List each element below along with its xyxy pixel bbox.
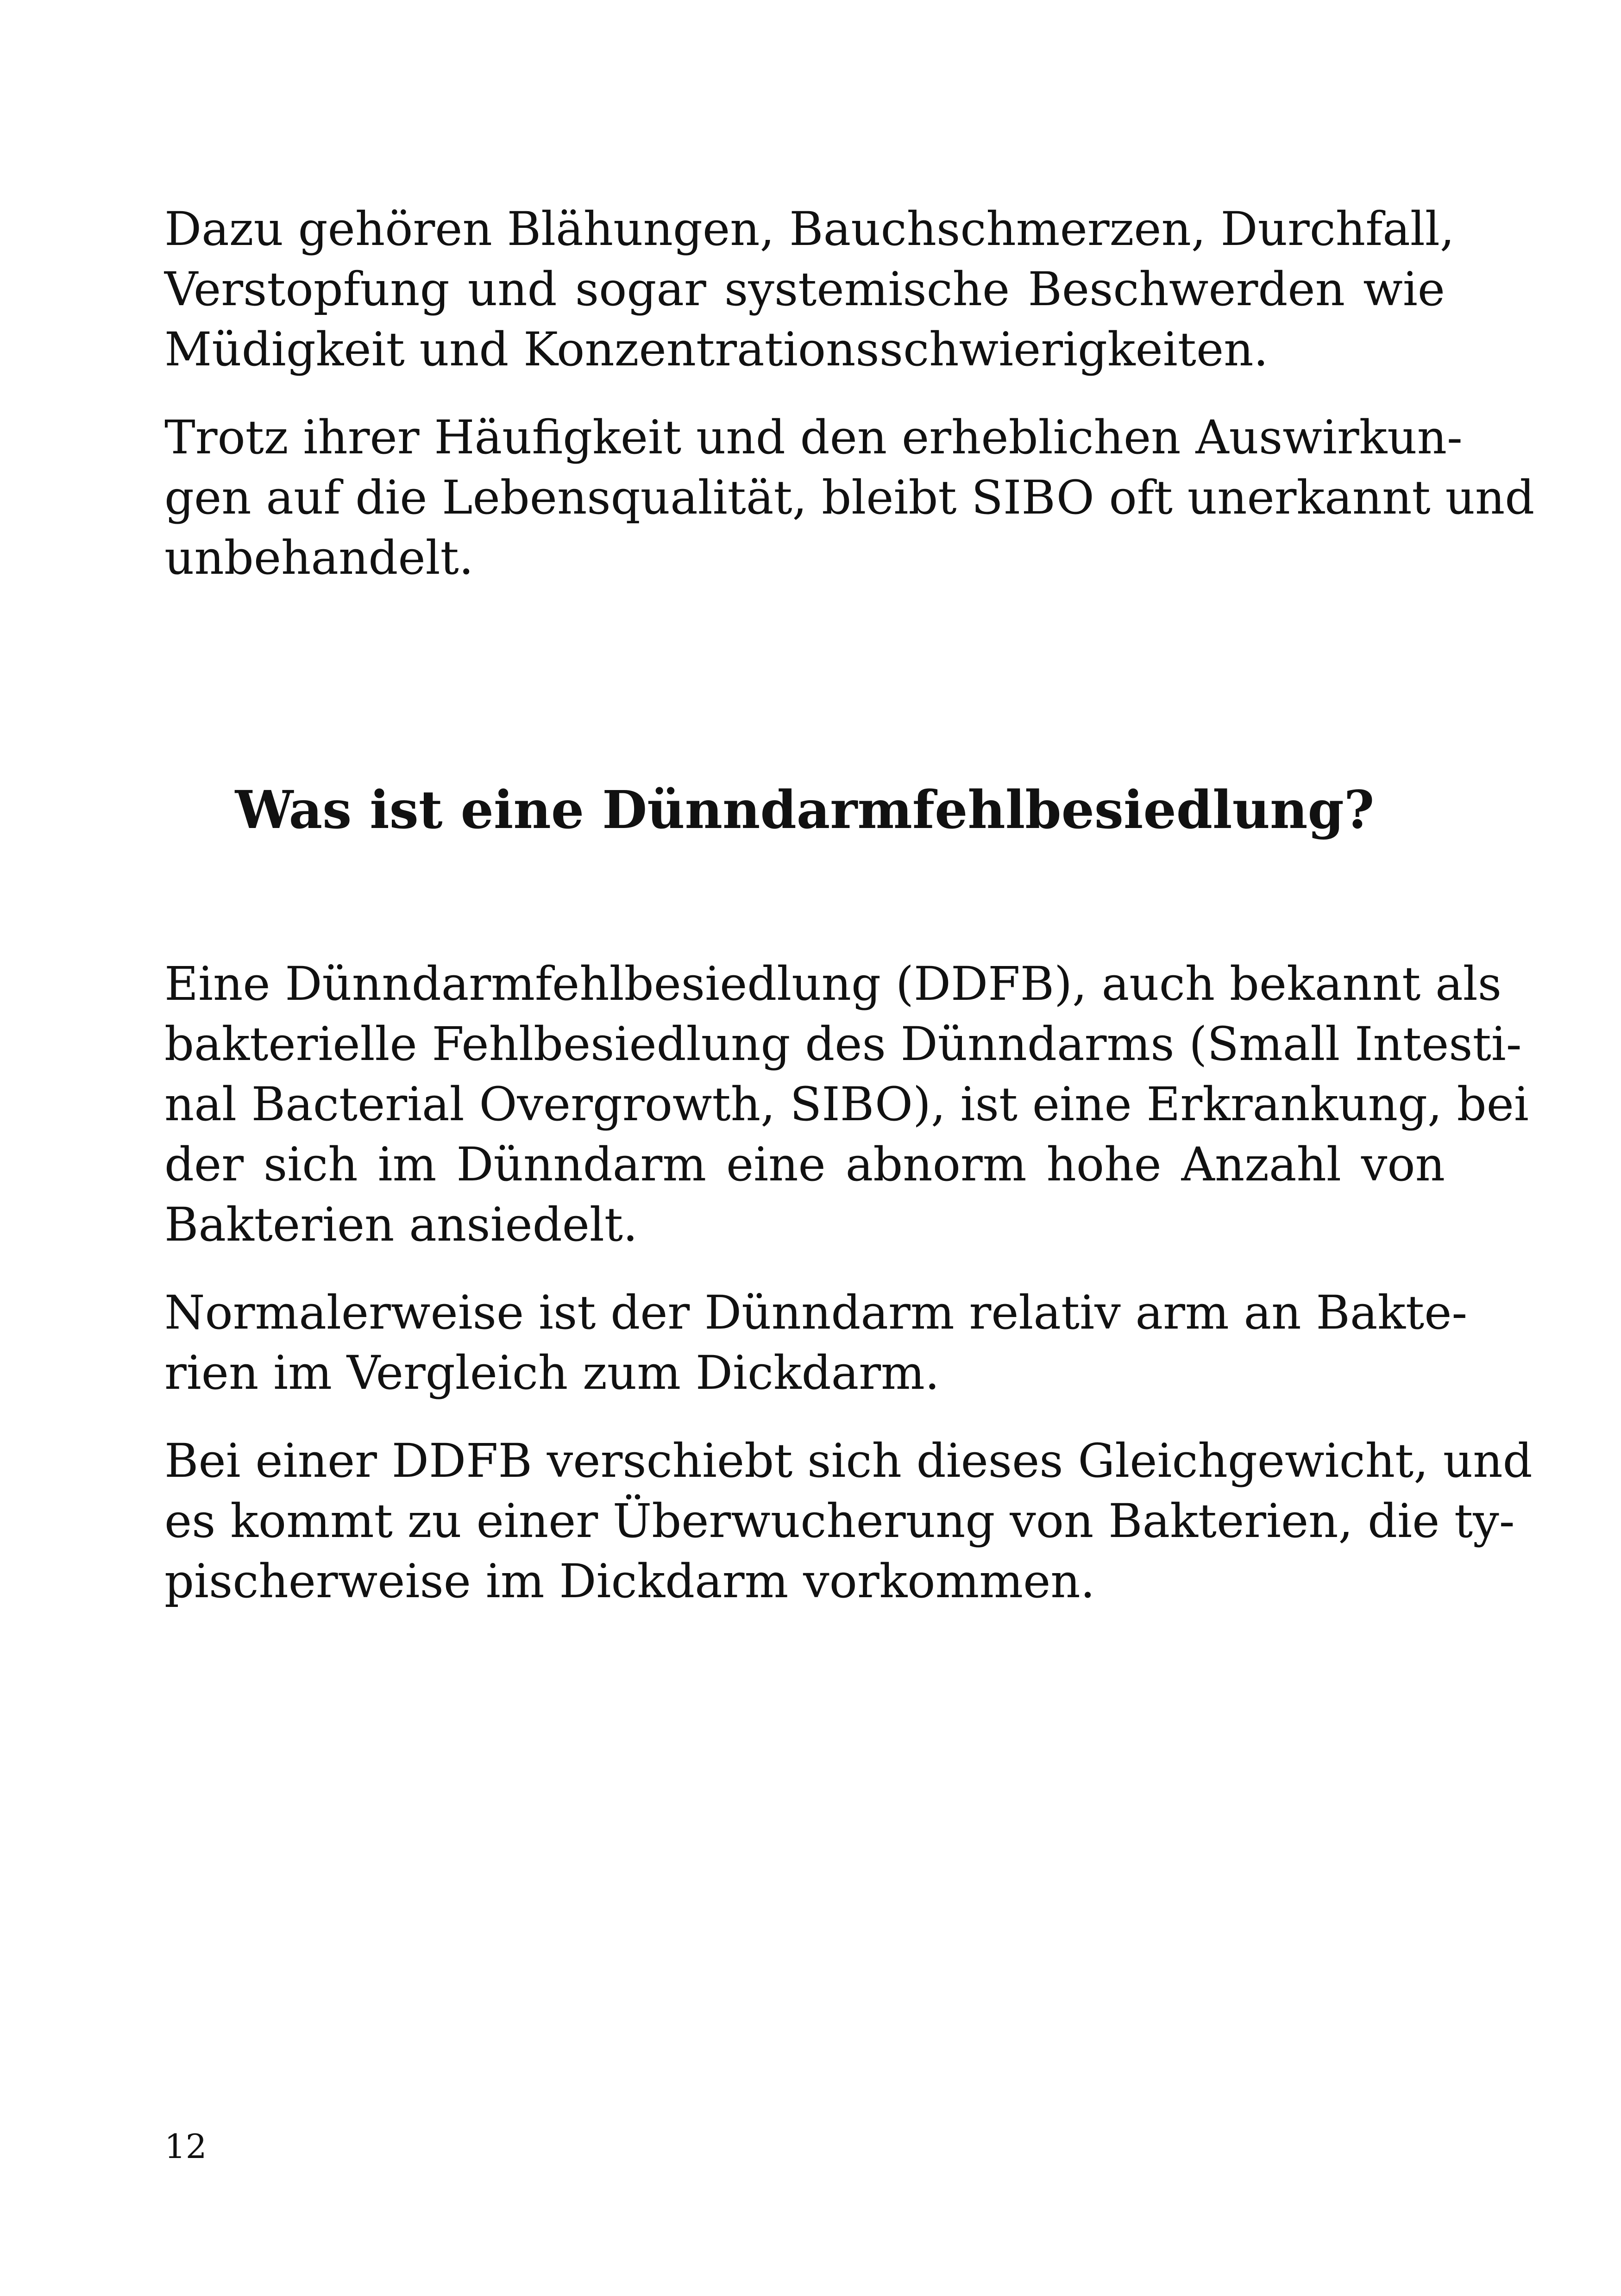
text-line: Normalerweise ist der Dünndarm relativ arm an Bakte- bbox=[164, 1286, 1468, 1340]
text-line: Eine Dünndarmfehlbesiedlung (DDFB), auch bekannt als bbox=[164, 957, 1502, 1011]
text-line: bakterielle Fehlbesiedlung des Dünndarms (Small Intesti- bbox=[164, 1017, 1522, 1071]
body-paragraph-3 bbox=[164, 1431, 1533, 1612]
text-line: Dazu gehören Blähungen, Bauchschmerzen, Durchfall, bbox=[164, 202, 1455, 256]
text-line: Bei einer DDFB verschiebt sich dieses Gleichgewicht, und bbox=[164, 1434, 1533, 1488]
section-heading: Was ist eine Dünndarmfehlbesiedlung? bbox=[235, 780, 1375, 841]
text-line: Müdigkeit und Konzentrationsschwierigkeiten. bbox=[164, 322, 1269, 376]
text-line: unbehandelt. bbox=[164, 531, 474, 585]
page-number: 12 bbox=[164, 2127, 207, 2166]
intro-paragraph-2 bbox=[164, 408, 1535, 588]
text-line: es kommt zu einer Überwucherung von Bakterien, die ty- bbox=[164, 1494, 1515, 1548]
body-paragraph-2 bbox=[164, 1283, 1468, 1403]
text-line: der sich im Dünndarm eine abnorm hohe Anzahl von bbox=[164, 1137, 1445, 1192]
text-line: rien im Vergleich zum Dickdarm. bbox=[164, 1346, 940, 1400]
text-line: Bakterien ansiedelt. bbox=[164, 1198, 638, 1252]
text-line: gen auf die Lebensqualität, bleibt SIBO oft unerkannt und bbox=[164, 470, 1535, 525]
text-line: pischerweise im Dickdarm vorkommen. bbox=[164, 1554, 1095, 1608]
text-line: Verstopfung und sogar systemische Beschwerden wie bbox=[164, 262, 1445, 316]
text-line: Trotz ihrer Häufigkeit und den erheblichen Auswirkun- bbox=[164, 410, 1463, 464]
intro-paragraph-1 bbox=[164, 199, 1455, 380]
body-paragraph-1 bbox=[164, 954, 1529, 1255]
text-line: nal Bacterial Overgrowth, SIBO), ist eine Erkrankung, bei bbox=[164, 1077, 1529, 1131]
